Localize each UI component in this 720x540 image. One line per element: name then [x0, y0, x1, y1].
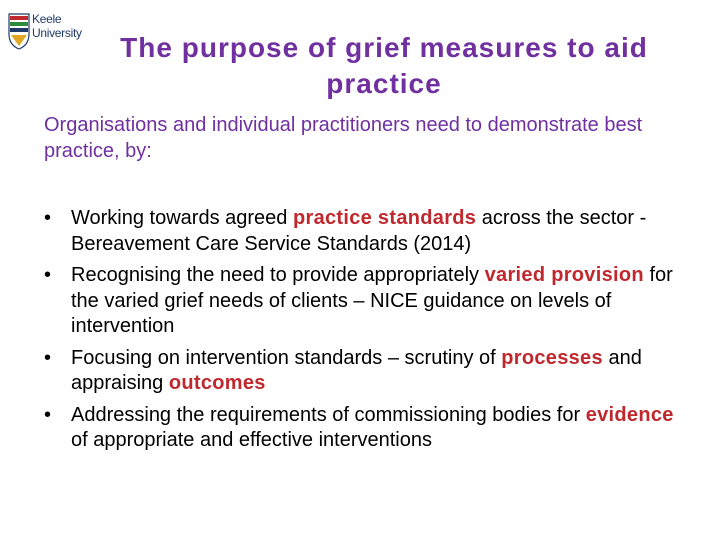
- bullet-icon: •: [44, 264, 52, 286]
- highlight-text: evidence: [585, 403, 674, 426]
- bullet-item: [44, 263, 684, 340]
- bullet-text: of appropriate and effective interventions: [71, 429, 432, 451]
- bullet-text: Focusing on intervention standards – scrutiny of: [71, 346, 502, 369]
- highlight-text: processes: [501, 346, 603, 369]
- bullet-text: Addressing the requirements of commissioning bodies for: [71, 403, 586, 426]
- bullet-icon: •: [44, 207, 52, 229]
- bullet-icon: •: [44, 403, 52, 426]
- bullet-text: for the varied grief needs of clients – NICE guidance on levels of intervention: [71, 264, 673, 337]
- bullet-text: and appraising: [71, 346, 642, 394]
- intro-text: Organisations and individual practitioners need to demonstrate best practice, by:: [44, 114, 643, 162]
- logo-text: Keele University: [32, 12, 82, 40]
- keele-university-logo: [8, 10, 84, 56]
- bullet-item: [44, 403, 684, 454]
- crest-icon: [8, 12, 30, 50]
- bullet-text: Recognising the need to provide appropriately: [71, 264, 485, 286]
- highlight-text: varied provision: [484, 264, 644, 286]
- bullet-text: Working towards agreed: [71, 207, 293, 229]
- bullet-icon: •: [44, 346, 52, 369]
- bullet-item: [44, 346, 684, 397]
- bullet-text: across the sector - Bereavement Care Service Standards (2014): [71, 207, 647, 255]
- slide-title: The purpose of grief measures to aid practice: [120, 32, 648, 99]
- highlight-text: practice standards: [292, 207, 477, 229]
- bullet-item: [44, 206, 684, 257]
- bullet-list: [44, 206, 684, 460]
- highlight-text: outcomes: [168, 372, 266, 394]
